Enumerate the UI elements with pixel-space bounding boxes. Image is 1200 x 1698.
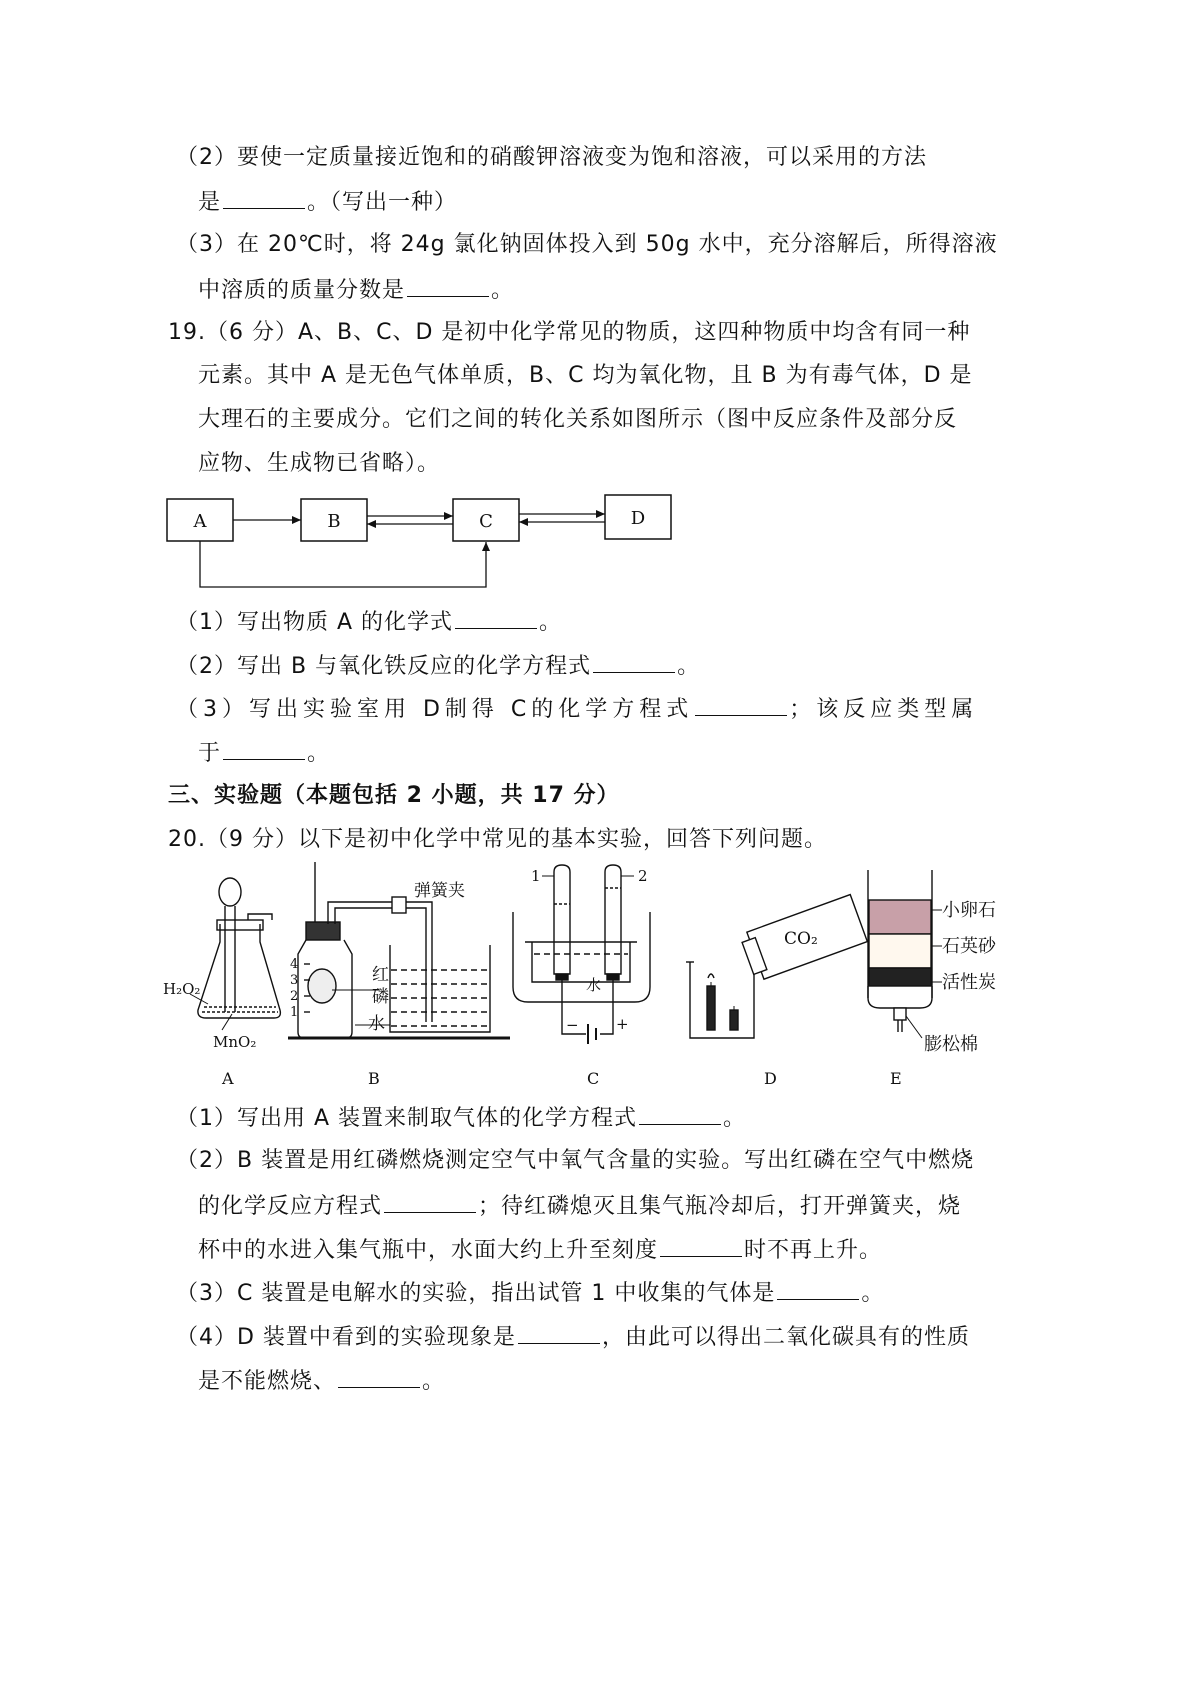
q20-sub2-line1 (176, 1146, 974, 1176)
q20-sub2-text-c1: 杯中的水进入集气瓶中，水面大约上升至刻度 (198, 1238, 659, 1263)
answer-blank[interactable] (639, 1102, 721, 1125)
box-c (453, 499, 519, 541)
q20-intro (168, 825, 827, 855)
q18-part3-line2 (198, 274, 514, 306)
label-b: B (368, 1069, 380, 1088)
q19-intro-line2 (198, 361, 973, 391)
q20-sub3-end: 。 (861, 1281, 885, 1306)
q18-part2-line1 (176, 143, 927, 173)
mno2-label: MnO₂ (213, 1033, 257, 1051)
box-d-label: D (630, 508, 646, 529)
pebble-label: 小卵石 (942, 900, 996, 921)
q20-sub4-end: 。 (422, 1369, 446, 1394)
co2-label: CO₂ (784, 929, 818, 949)
answer-blank[interactable] (338, 1365, 420, 1388)
phosphorus-label: 磷 (372, 987, 389, 1007)
q19-relation-diagram (150, 485, 710, 595)
q19-sub3-line1 (176, 693, 978, 725)
label-d: D (764, 1069, 777, 1088)
q18-part3-line1 (176, 230, 998, 260)
section-title-text: 三、实验题（本题包括 2 小题，共 17 分） (168, 783, 620, 808)
q19-sub3-text: （3）写出实验室用 D制得 C的化学方程式 (176, 697, 694, 722)
q19-intro-line1 (168, 318, 970, 348)
q19-intro-line3 (198, 405, 957, 435)
q18-part2-text-b2: 。（写出一种） (307, 190, 458, 215)
q19-sub1-text: （1）写出物质 A 的化学式 (176, 610, 454, 635)
q19-intro-text-2: 元素。其中 A 是无色气体单质，B、C 均为氧化物，且 B 为有毒气体，D 是 (198, 363, 973, 388)
q19-intro-line4 (198, 449, 440, 479)
q20-sub1 (176, 1102, 746, 1134)
q20-sub4-text-c1: 是不能燃烧、 (198, 1369, 337, 1394)
q18-part3-text-b1: 中溶质的质量分数是 (198, 278, 406, 303)
spring-clip-label: 弹簧夹 (414, 881, 465, 901)
tick-2: 2 (290, 989, 299, 1004)
label-e: E (890, 1069, 902, 1088)
q20-intro-text: 20.（9 分）以下是初中化学中常见的基本实验，回答下列问题。 (168, 827, 827, 852)
apparatus-b (288, 862, 510, 1038)
answer-blank[interactable] (777, 1277, 859, 1300)
q20-sub4-line2 (198, 1365, 445, 1397)
q18-part3-text-b2: 。 (491, 278, 515, 303)
section-title (168, 781, 620, 811)
q19-intro-text-1: 19.（6 分）A、B、C、D 是初中化学常见的物质，这四种物质中均含有同一种 (168, 320, 971, 345)
q20-sub2-text-b2: ；待红磷熄灭且集气瓶冷却后，打开弹簧夹，烧 (478, 1194, 962, 1219)
q19-sub1-end: 。 (539, 610, 563, 635)
q20-sub3 (176, 1277, 884, 1309)
apparatus-a (190, 878, 280, 1030)
box-a (167, 499, 233, 541)
q19-sub3-line2 (198, 737, 330, 769)
q18-part2-text: （2）要使一定质量接近饱和的硝酸钾溶液变为饱和溶液，可以采用的方法 (176, 145, 927, 170)
tube-2-label: 2 (638, 867, 648, 885)
q19-sub1 (176, 606, 562, 638)
q19-sub2-text: （2）写出 B 与氧化铁反应的化学方程式 (176, 654, 592, 679)
q19-intro-text-3: 大理石的主要成分。它们之间的转化关系如图所示（图中反应条件及部分反 (198, 407, 958, 432)
arrow-a-to-c (200, 541, 486, 587)
quartz-sand-label: 石英砂 (942, 936, 996, 957)
activated-carbon-label: 活性炭 (942, 972, 996, 993)
q20-sub2-line2 (198, 1190, 961, 1222)
minus-label: − (566, 1016, 579, 1034)
cotton-label: 膨松棉 (924, 1034, 978, 1055)
answer-blank[interactable] (223, 737, 305, 760)
q20-sub4-text-b: ，由此可以得出二氧化碳具有的性质 (601, 1325, 970, 1350)
q20-sub3-text: （3）C 装置是电解水的实验，指出试管 1 中收集的气体是 (176, 1281, 776, 1306)
q19-sub3-text-c: 于 (198, 741, 222, 766)
answer-blank[interactable] (660, 1234, 742, 1257)
answer-blank[interactable] (384, 1190, 476, 1213)
box-b (301, 499, 367, 541)
label-c: C (587, 1069, 600, 1088)
answer-blank[interactable] (407, 274, 489, 297)
tick-1: 1 (290, 1005, 299, 1020)
answer-blank[interactable] (695, 693, 787, 716)
plus-label: + (616, 1015, 629, 1033)
q20-sub4-text: （4）D 装置中看到的实验现象是 (176, 1325, 516, 1350)
q20-apparatus-figure (150, 862, 1030, 1092)
answer-blank[interactable] (223, 186, 305, 209)
q18-part2-line2 (198, 186, 457, 218)
apparatus-e (868, 870, 942, 1038)
label-a: A (222, 1069, 234, 1088)
q20-sub2-text-b1: 的化学反应方程式 (198, 1194, 383, 1219)
h2o2-label: H₂O₂ (163, 980, 201, 998)
q20-sub2-text: （2）B 装置是用红磷燃烧测定空气中氧气含量的实验。写出红磷在空气中燃烧 (176, 1148, 975, 1173)
box-b-label: B (327, 511, 341, 532)
q20-sub2-line3 (198, 1234, 882, 1266)
q19-sub2-end: 。 (677, 654, 701, 679)
box-a-label: A (193, 511, 207, 532)
box-d (605, 495, 671, 539)
answer-blank[interactable] (518, 1321, 600, 1344)
water-label-c: 水 (586, 976, 602, 994)
answer-blank[interactable] (455, 606, 537, 629)
q20-sub4-line1 (176, 1321, 970, 1353)
apparatus-d (686, 895, 867, 1038)
water-label-b: 水 (368, 1014, 385, 1034)
q19-intro-text-4: 应物、生成物已省略）。 (198, 451, 441, 476)
q18-part3-text: （3）在 20℃时，将 24g 氯化钠固体投入到 50g 水中，充分溶解后，所得溶液 (176, 232, 998, 257)
q20-sub1-text: （1）写出用 A 装置来制取气体的化学方程式 (176, 1106, 638, 1131)
red-label: 红 (372, 965, 389, 985)
tick-4: 4 (290, 957, 299, 972)
apparatus-c (513, 865, 650, 1044)
box-c-label: C (479, 511, 493, 532)
q19-sub3-end: 。 (307, 741, 331, 766)
q20-sub2-text-c2: 时不再上升。 (744, 1238, 883, 1263)
answer-blank[interactable] (593, 650, 675, 673)
q20-sub1-end: 。 (723, 1106, 747, 1131)
tick-3: 3 (290, 973, 299, 988)
q18-part2-text-b1: 是 (198, 190, 222, 215)
q19-sub3-text-b: ；该反应类型属 (789, 697, 979, 722)
tube-1-label: 1 (531, 867, 541, 885)
q19-sub2 (176, 650, 700, 682)
